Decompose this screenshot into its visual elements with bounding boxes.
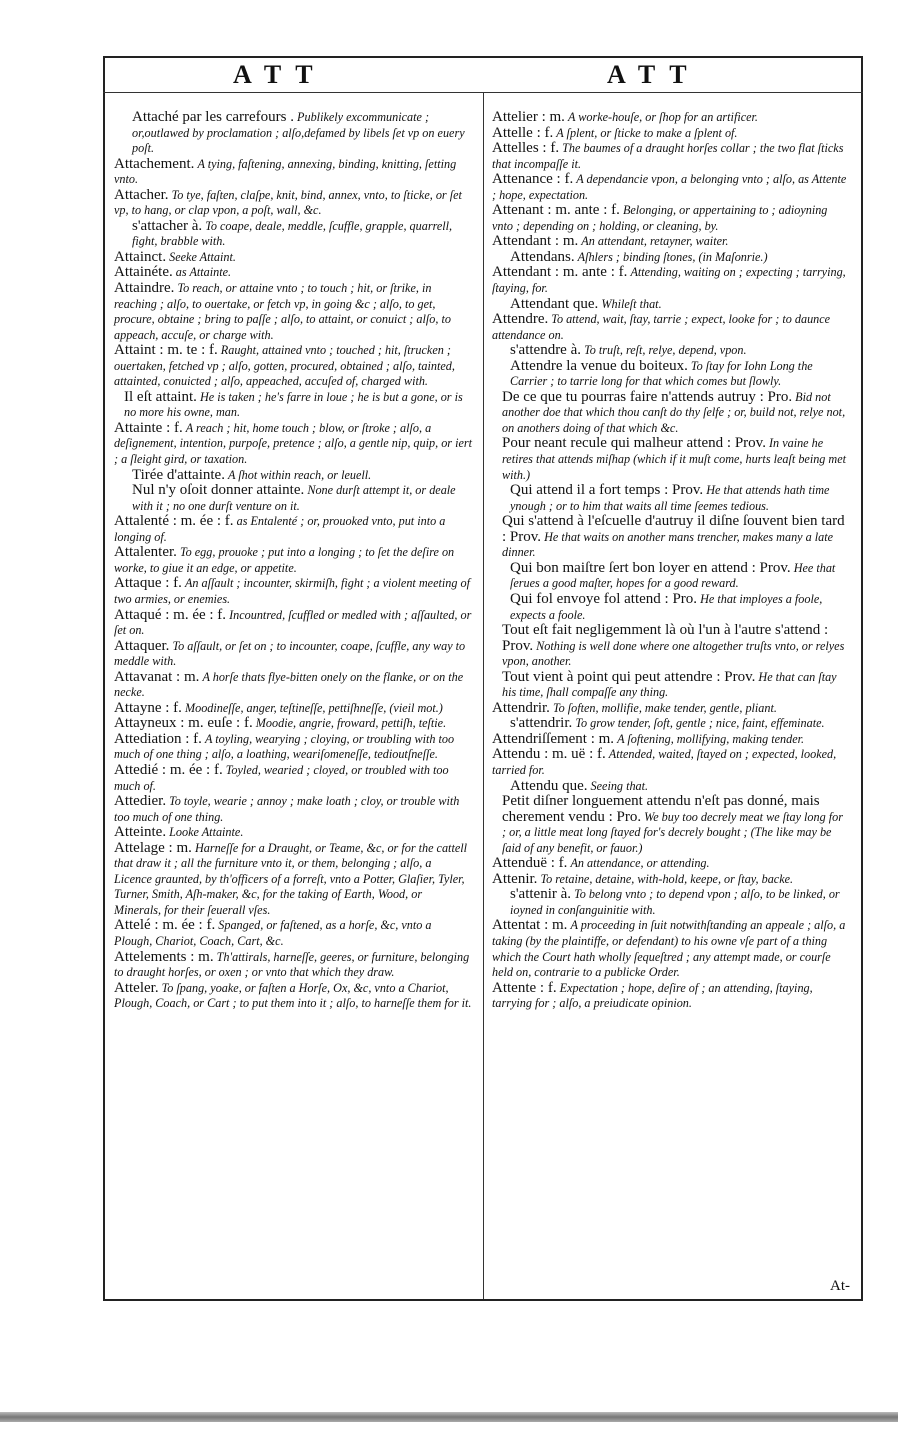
dictionary-entry bbox=[114, 110, 472, 157]
entry-headword: Attaqué : m. ée : f. bbox=[114, 606, 227, 623]
entry-definition: Th'attirals, harneſſe, geeres, or furniture, belonging to draught horſes, or oxen ; or vnto that which they draw. bbox=[114, 949, 470, 980]
entry-headword: Attendant : m. ante : f. bbox=[492, 264, 628, 281]
entry-definition: An attendant, retayner, waiter. bbox=[581, 234, 729, 249]
entry-headword: Attenduë : f. bbox=[492, 855, 568, 872]
entry-definition: To retaine, detaine, with-hold, keepe, or ſtay, backe. bbox=[540, 871, 794, 886]
entry-headword: Attacher. bbox=[114, 186, 169, 203]
dictionary-entry bbox=[492, 887, 850, 918]
dictionary-entry bbox=[492, 981, 850, 1012]
entry-definition: Publikely excommunicate ; or,outlawed by proclamation ; alſo,defamed by libels ſet vp on euery poſt. bbox=[132, 110, 465, 156]
dictionary-entry bbox=[114, 841, 472, 919]
dictionary-entry bbox=[114, 639, 472, 670]
dictionary-entry bbox=[114, 219, 472, 250]
dictionary-entry bbox=[492, 592, 850, 623]
entry-headword: Atteler. bbox=[114, 979, 159, 996]
entry-headword: Attendre. bbox=[492, 311, 549, 328]
entry-definition: A reach ; hit, home touch ; blow, or ſtroke ; alſo, a deſignement, intention, purpoſe, pretence ; alſo, a gentle nip, quip, or iert ; a ſleight gird, or taxation. bbox=[114, 420, 472, 467]
dictionary-entry bbox=[492, 732, 850, 748]
entry-definition: He that can ſtay his time, ſhall compaſſe any thing. bbox=[502, 669, 837, 700]
entry-headword: Qui bon maiſtre ſert bon loyer en attend : Prov. bbox=[510, 559, 791, 576]
entry-headword: Qui attend il a fort temps : Prov. bbox=[510, 482, 704, 499]
entry-definition: To toyle, wearie ; annoy ; make loath ; cloy, or trouble with too much of one thing. bbox=[114, 794, 460, 824]
entry-headword: Attendant : m. bbox=[492, 233, 579, 250]
entry-definition: Hee that ſerues a good maſter, hopes for a good reward. bbox=[510, 560, 836, 591]
entry-headword: Attelles : f. bbox=[492, 140, 560, 157]
entry-definition: A worke-houſe, or ſhop for an artificer. bbox=[567, 110, 758, 124]
dictionary-entry bbox=[114, 468, 472, 484]
entry-definition: To ſtay for Iohn Long the Carrier ; to tarrie long for that which comes but ſlowly. bbox=[510, 358, 813, 389]
entry-definition: Belonging, or appertaining to ; adioyning vnto ; depending on ; holding, or cleaning, by. bbox=[492, 203, 828, 233]
dictionary-entry bbox=[114, 608, 472, 639]
entry-definition: as Entalenté ; or, prouoked vnto, put into a longing of. bbox=[114, 514, 446, 544]
dictionary-entry bbox=[114, 981, 472, 1012]
entry-definition: To tye, faſten, claſpe, knit, bind, annex, vnto, to ſticke, or ſet vp, to hang, or clap vpon, a poſt, wall, &c. bbox=[114, 187, 462, 218]
entry-definition: Aſhlers ; binding ſtones, (in Maſonrie.) bbox=[577, 249, 768, 264]
dictionary-entry bbox=[114, 390, 472, 421]
entry-definition: He that waits on another mans trencher, makes many a late dinner. bbox=[502, 529, 834, 560]
entry-headword: Attalenté : m. ée : f. bbox=[114, 513, 234, 530]
dictionary-entry bbox=[492, 514, 850, 561]
dictionary-entry bbox=[492, 716, 850, 732]
dictionary-entry bbox=[492, 343, 850, 359]
entry-definition: A tying, faſtening, annexing, binding, knitting, ſetting vnto. bbox=[114, 156, 457, 187]
entry-headword: Attaindre. bbox=[114, 280, 175, 297]
entry-definition: To ſpang, yoake, or faſten a Horſe, Ox, &c, vnto a Chariot, Plough, Coach, or Cart ; to put them into it ; alſo, to harneſſe them for it. bbox=[114, 980, 472, 1011]
entry-headword: Attendant que. bbox=[510, 295, 599, 312]
entry-headword: Attedier. bbox=[114, 793, 167, 810]
column-divider bbox=[483, 93, 484, 1299]
dictionary-entry bbox=[114, 545, 472, 576]
entry-definition: Incountred, ſcuffled or medled with ; aſſaulted, or ſet on. bbox=[114, 607, 472, 638]
entry-definition: To attend, wait, ſtay, tarrie ; expect, looke for ; to daunce attendance on. bbox=[492, 312, 831, 342]
entry-definition: Expectation ; hope, deſire of ; an attending, ſtaying, tarrying for ; alſo, a preiudicate opinion. bbox=[492, 980, 813, 1011]
dictionary-entry bbox=[114, 576, 472, 607]
entry-definition: To ſoften, mollifie, make tender, gentle, pliant. bbox=[552, 700, 777, 715]
dictionary-entry bbox=[492, 234, 850, 250]
entry-headword: Attaint : m. te : f. bbox=[114, 342, 218, 359]
entry-headword: Pour neant recule qui malheur attend : Prov. bbox=[502, 435, 766, 452]
dictionary-entry bbox=[114, 250, 472, 266]
entry-definition: A proceeding in ſuit notwithſtanding an appeale ; alſo, a taking (by the plaintiffe, or defendant) to his owne vſe part of a thing which the Court hath wholly ſequeſtred ; any attempt made, or courſe held on, contrarie to a publicke Order. bbox=[492, 918, 846, 980]
dictionary-entry bbox=[114, 716, 472, 732]
entry-headword: Attendu que. bbox=[510, 777, 588, 794]
entry-definition: Moodie, angrie, froward, pettiſh, teſtie. bbox=[255, 716, 447, 731]
dictionary-entry bbox=[114, 918, 472, 949]
entry-definition: He that imployes a foole, expects a foole. bbox=[510, 591, 823, 622]
entry-headword: Attentat : m. bbox=[492, 917, 568, 934]
entry-headword: Attelements : m. bbox=[114, 948, 214, 965]
entry-headword: s'attendre à. bbox=[510, 342, 582, 359]
entry-definition: An attendance, or attending. bbox=[570, 856, 710, 871]
dictionary-entry bbox=[114, 343, 472, 390]
entry-headword: Attendriſſement : m. bbox=[492, 730, 615, 747]
entry-definition: In vaine he retires that attends miſhap (which if it muſt come, hurts leaſt being met with.) bbox=[502, 436, 847, 482]
entry-headword: Tirée d'attainte. bbox=[132, 466, 225, 483]
dictionary-entry bbox=[492, 483, 850, 514]
dictionary-entry bbox=[114, 421, 472, 468]
entry-headword: Attelage : m. bbox=[114, 839, 192, 856]
dictionary-entry bbox=[114, 157, 472, 188]
dictionary-entry bbox=[114, 732, 472, 763]
entry-headword: Attalenter. bbox=[114, 544, 177, 561]
entry-headword: Tout eſt fait negligemment là où l'un à l'autre s'attend : Prov. bbox=[502, 622, 829, 654]
dictionary-entry bbox=[492, 872, 850, 888]
dictionary-entry bbox=[114, 825, 472, 841]
entry-headword: Attelé : m. ée : f. bbox=[114, 917, 216, 934]
dictionary-entry bbox=[492, 918, 850, 980]
entry-definition: Attending, waiting on ; expecting ; tarrying, ſtaying, for. bbox=[492, 265, 846, 296]
dictionary-entry bbox=[114, 483, 472, 514]
dictionary-entry bbox=[492, 359, 850, 390]
entry-headword: s'attacher à. bbox=[132, 217, 203, 234]
entry-definition: To reach, or attaine vnto ; to touch ; hit, or ſtrike, in reaching ; alſo, to ouertake, or fetch vp, in going &c ; alſo, to get, procure, obtaine ; bring to paſſe ; alſo, to attaint, or conuict ; alſo, to appeach, accuſe, or charge with. bbox=[114, 281, 451, 342]
entry-definition: Harneſſe for a Draught, or Teame, &c, or for the cattell that draw it ; all the furniture vnto it, or them, belonging ; alſo, a Licence graunted, by th'officers of a forreſt, vnto a Potter, Glaſier, Tyler, Turner, Smith, Aſh-maker, &c, for the taking of Earth, Wood, or Minerals, for their ſeuerall vſes. bbox=[114, 840, 468, 917]
dictionary-entry bbox=[114, 701, 472, 717]
dictionary-entry bbox=[492, 701, 850, 717]
entry-definition: To grow tender, ſoft, gentle ; nice, faint, effeminate. bbox=[575, 716, 825, 731]
entry-headword: Attaché par les carrefours . bbox=[132, 109, 294, 125]
bottom-rule bbox=[103, 1299, 863, 1301]
entry-definition: Toyled, wearied ; cloyed, or troubled with too much of. bbox=[114, 762, 449, 793]
entry-headword: Attelier : m. bbox=[492, 109, 565, 125]
dictionary-entry bbox=[492, 747, 850, 778]
entry-definition: We buy too decrely meat we ſtay long for ; or, a little meat long ſtayed for's decrely bought ; (The like may be ſaid of any benefit, or fauor.) bbox=[502, 809, 843, 855]
dictionary-entry bbox=[114, 514, 472, 545]
entry-headword: Attachement. bbox=[114, 155, 195, 172]
entry-headword: Qui fol envoye fol attend : Pro. bbox=[510, 590, 698, 607]
dictionary-entry bbox=[492, 126, 850, 142]
dictionary-entry bbox=[114, 188, 472, 219]
left-column bbox=[114, 110, 472, 1012]
dictionary-entry bbox=[114, 265, 472, 281]
entry-headword: Attayne : f. bbox=[114, 699, 182, 716]
entry-headword: Attenance : f. bbox=[492, 171, 574, 188]
running-head-left: ATT bbox=[233, 60, 327, 89]
entry-definition: Raught, attained vnto ; touched ; hit, ſtrucken ; ouertaken, fetched vp ; alſo, gotten, procured, obtained ; alſo, tainted, attainted, conuicted ; alſo, appeached, accuſed of, charged with. bbox=[114, 343, 455, 389]
entry-headword: Attendrir. bbox=[492, 699, 550, 716]
entry-headword: Atteinte. bbox=[114, 824, 167, 841]
entry-headword: Tout vient à point qui peut attendre : Prov. bbox=[502, 668, 756, 685]
dictionary-entry bbox=[492, 172, 850, 203]
dictionary-entry bbox=[114, 950, 472, 981]
dictionary-entry bbox=[492, 561, 850, 592]
entry-definition: A dependancie vpon, a belonging vnto ; alſo, as Attente ; hope, expectation. bbox=[492, 172, 847, 202]
catchword: At- bbox=[830, 1278, 850, 1294]
running-head-right: ATT bbox=[607, 60, 701, 89]
entry-definition: Moodineſſe, anger, teſtineſſe, pettiſhneſſe, (vieil mot.) bbox=[184, 700, 443, 715]
dictionary-entry bbox=[492, 312, 850, 343]
entry-definition: None durſt attempt it, or deale with it ; no one durſt venture on it. bbox=[132, 483, 456, 513]
entry-definition: Whileſt that. bbox=[601, 296, 662, 311]
dictionary-entry bbox=[114, 670, 472, 701]
dictionary-entry bbox=[492, 203, 850, 234]
entry-headword: Il eſt attaint. bbox=[124, 388, 197, 405]
entry-definition: A ſhot within reach, or leuell. bbox=[228, 467, 372, 482]
entry-definition: Nothing is well done where one altogether truſts vnto, or relyes vpon, another. bbox=[502, 638, 845, 669]
dictionary-entry bbox=[492, 670, 850, 701]
entry-headword: s'attenir à. bbox=[510, 886, 572, 903]
entry-headword: Attainéte. bbox=[114, 264, 173, 281]
entry-headword: Attendu : m. uë : f. bbox=[492, 746, 606, 763]
entry-headword: Attavanat : m. bbox=[114, 668, 200, 685]
entry-headword: De ce que tu pourras faire n'attends autruy : Pro. bbox=[502, 388, 793, 405]
entry-headword: Petit diſner longuement attendu n'eſt pas donné, mais cherement vendu : Pro. bbox=[502, 793, 820, 825]
dictionary-entry bbox=[492, 110, 850, 126]
entry-definition: He is taken ; he's farre in loue ; he is but a gone, or is no more his owne, man. bbox=[124, 389, 463, 420]
dictionary-entry bbox=[492, 297, 850, 313]
entry-headword: Attainct. bbox=[114, 248, 167, 265]
dictionary-entry bbox=[492, 436, 850, 483]
entry-headword: Attente : f. bbox=[492, 979, 557, 996]
dictionary-entry bbox=[492, 794, 850, 856]
dictionary-entry bbox=[114, 794, 472, 825]
dictionary-entry bbox=[114, 281, 472, 343]
dictionary-entry bbox=[492, 779, 850, 795]
entry-definition: To belong vnto ; to depend vpon ; alſo, to be linked, or ioyned in conſanguinitie with. bbox=[510, 887, 840, 917]
entry-definition: A ſoftening, mollifying, making tender. bbox=[617, 731, 805, 746]
entry-headword: Attendre la venue du boiteux. bbox=[510, 357, 688, 374]
entry-definition: Bid not another doe that which thou canſt do thy ſelfe ; or, build not, relye not, on anothers doing of that which &c. bbox=[502, 389, 846, 435]
dictionary-entry bbox=[492, 390, 850, 437]
entry-headword: Attayneux : m. euſe : f. bbox=[114, 715, 253, 732]
entry-headword: Attaque : f. bbox=[114, 575, 182, 592]
dictionary-entry bbox=[492, 265, 850, 296]
entry-headword: Attelle : f. bbox=[492, 124, 554, 141]
entry-headword: Attedié : m. ée : f. bbox=[114, 761, 223, 778]
entry-definition: A horſe thats flye-bitten onely on the flanke, or on the necke. bbox=[114, 669, 464, 700]
entry-headword: Attaquer. bbox=[114, 637, 170, 654]
entry-definition: To egg, prouoke ; put into a longing ; to ſet the deſire on worke, to giue it an edge, or appetite. bbox=[114, 545, 455, 575]
entry-headword: Attenant : m. ante : f. bbox=[492, 202, 620, 219]
dictionary-entry bbox=[492, 623, 850, 670]
entry-definition: Spanged, or faſtened, as a horſe, &c, vnto a Plough, Chariot, Coach, Cart, &c. bbox=[114, 918, 432, 948]
entry-headword: Nul n'y oſoit donner attainte. bbox=[132, 482, 305, 499]
entry-headword: Attendans. bbox=[510, 248, 575, 265]
entry-definition: To truſt, reſt, relye, depend, vpon. bbox=[584, 343, 747, 358]
entry-headword: Qui s'attend à l'eſcuelle d'autruy il diſne ſouvent bien tard : Prov. bbox=[502, 513, 845, 545]
entry-definition: A toyling, wearying ; cloying, or troubling with too much of one thing ; alſo, a loathing, weariſomeneſſe, tedioutſneſſe. bbox=[114, 731, 455, 762]
dictionary-entry bbox=[492, 856, 850, 872]
scan-edge bbox=[0, 1412, 898, 1422]
entry-definition: Attended, waited, ſtayed on ; expected, looked, tarried for. bbox=[492, 747, 837, 777]
entry-definition: An aſſault ; incounter, skirmiſh, fight ; a violent meeting of two armies, or enemies. bbox=[114, 576, 470, 606]
entry-definition: Seeke Attaint. bbox=[169, 249, 236, 264]
entry-headword: s'attendrir. bbox=[510, 715, 573, 732]
entry-definition: He that attends hath time ynough ; or to him that waits all time ſeemes tedious. bbox=[510, 483, 830, 513]
entry-definition: The baumes of a draught horſes collar ; the two flat ſticks that incompaſſe it. bbox=[492, 141, 844, 171]
entry-headword: Attenir. bbox=[492, 870, 538, 887]
dictionary-entry bbox=[492, 141, 850, 172]
entry-definition: Seeing that. bbox=[590, 778, 649, 793]
entry-definition: as Attainte. bbox=[175, 265, 232, 280]
entry-headword: Attainte : f. bbox=[114, 419, 183, 436]
right-column bbox=[492, 110, 850, 1012]
entry-headword: Attediation : f. bbox=[114, 730, 202, 747]
entry-definition: To aſſault, or ſet on ; to incounter, coape, ſcuffle, any way to meddle with. bbox=[114, 638, 466, 669]
entry-definition: A ſplent, or ſticke to make a ſplent of. bbox=[556, 125, 738, 140]
entry-definition: To coape, deale, meddle, ſcuffle, grapple, quarrell, fight, brabble with. bbox=[132, 218, 453, 249]
entry-definition: Looke Attainte. bbox=[169, 825, 244, 840]
dictionary-entry bbox=[114, 763, 472, 794]
dictionary-entry bbox=[492, 250, 850, 266]
